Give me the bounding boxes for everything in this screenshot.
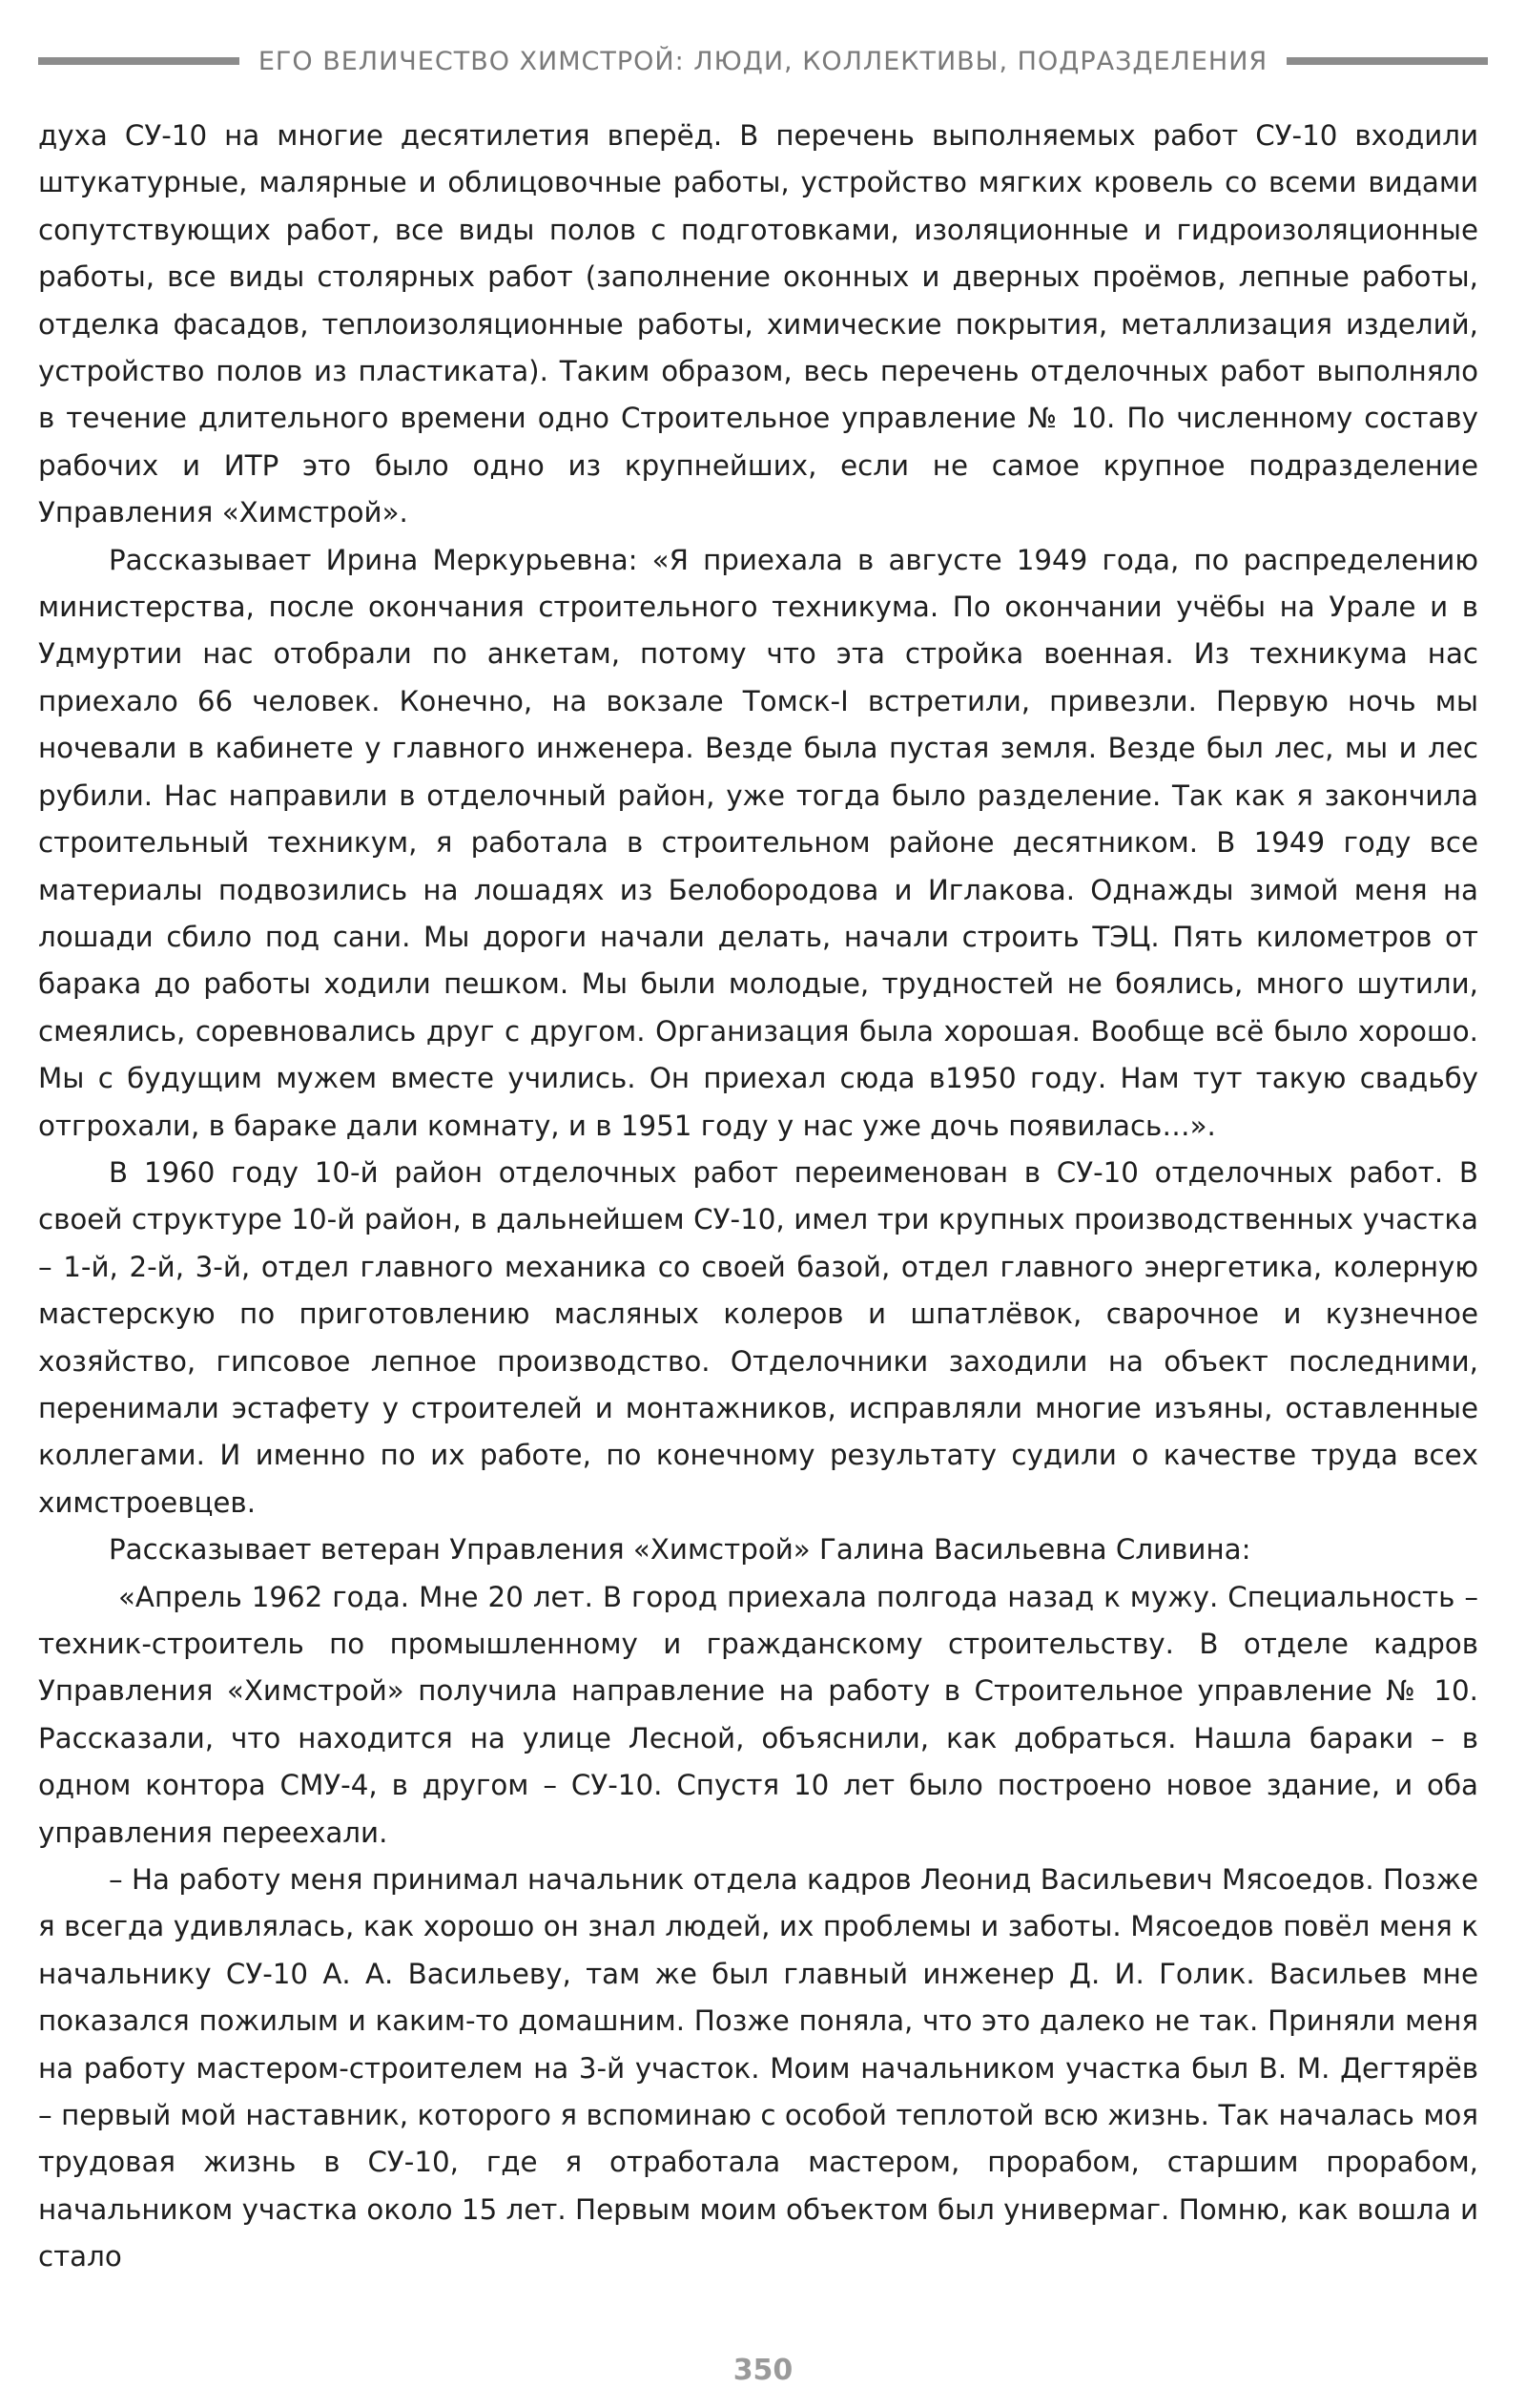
paragraph-slivina-continued: – На работу меня принимал начальник отдела кадров Леонид Васильевич Мясоедов. Позже я всегда удивлялась, как хорошо он знал людей, их проблемы и заботы. Мясоедов повёл меня к начальнику СУ-10 А. А. Васильеву, там же был главный инженер Д. И. Голик. Васильев мне показался пожилым и каким-то домашним. Позже поняла, что это далеко не так. Приняли меня на работу мастером-строителем на 3-й участок. Моим начальником участка был В. М. Дегтярёв – первый мой наставник, которого я вспоминаю с особой теплотой всю жизнь. Так началась моя трудовая жизнь в СУ-10, где я отработала мастером, прорабом, старшим прорабом, начальником участка около 15 лет. Первым моим объектом был универмаг. Помню, как вошла и стало: [38, 1863, 1478, 2273]
running-header: [38, 42, 1488, 80]
running-header-title: ЕГО ВЕЛИЧЕСТВО ХИМСТРОЙ: ЛЮДИ, КОЛЛЕКТИВЫ, ПОДРАЗДЕЛЕНИЯ: [258, 46, 1268, 76]
paragraph-slivina-quote: «Апрель 1962 года. Мне 20 лет. В город приехала полгода назад к мужу. Специальность – техник-строитель по промышленному и гражданскому строительству. В отделе кадров Управления «Химстрой» получила направление на работу в Строительное управление № 10. Рассказали, что находится на улице Лесной, объяснили, как добраться. Нашла бараки – в одном контора СМУ-4, в другом – СУ-10. Спустя 10 лет было построено новое здание, и оба управления переехали.: [38, 1580, 1478, 1849]
paragraph-continuation: духа СУ-10 на многие десятилетия вперёд. В перечень выполняемых работ СУ-10 входили штукатурные, малярные и облицовочные работы, устройство мягких кровель со всеми видами сопутствующих работ, все виды полов с подготовками, изоляционные и гидроизоляционные работы, все виды столярных работ (заполнение оконных и дверных проёмов, лепные работы, отделка фасадов, теплоизоляционные работы, химические покрытия, металлизация изделий, устройство полов из пластиката). Таким образом, весь перечень отделочных работ выполняло в течение длительного времени одно Строительное управление № 10. По численному составу рабочих и ИТР это было одно из крупнейших, если не самое крупное подразделение Управления «Химстрой».: [38, 119, 1478, 529]
paragraph-irina-quote: Рассказывает Ирина Меркурьевна: «Я приехала в августе 1949 года, по распределению министерства, после окончания строительного техникума. По окончании учёбы на Урале и в Удмуртии нас отобрали по анкетам, потому что эта стройка военная. Из техникума нас приехало 66 человек. Конечно, на вокзале Томск-I встретили, привезли. Первую ночь мы ночевали в кабинете у главного инженера. Везде была пустая земля. Везде был лес, мы и лес рубили. Нас направили в отделочный район, уже тогда было разделение. Так как я закончила строительный техникум, я работала в строительном районе десятником. В 1949 году все материалы подвозились на лошадях из Белобородова и Иглакова. Однажды зимой меня на лошади сбило под сани. Мы дороги начали делать, начали строить ТЭЦ. Пять километров от барака до работы ходили пешком. Мы были молодые, трудностей не боялись, много шутили, смеялись, соревновались друг с другом. Организация была хорошая. Вообще всё было хорошо. Мы с будущим мужем вместе учились. Он приехал сюда в1950 году. Нам тут такую свадьбу отгрохали, в бараке дали комнату, и в 1951 году у нас уже дочь появилась…».: [38, 543, 1478, 1142]
paragraph-su10-history: В 1960 году 10-й район отделочных работ переименован в СУ-10 отделочных работ. В своей структуре 10-й район, в дальнейшем СУ-10, имел три крупных производственных участка – 1-й, 2-й, 3-й, отдел главного механика со своей базой, отдел главного энергетика, колерную мастерскую по приготовлению масляных колеров и шпатлёвок, сварочное и кузнечное хозяйство, гипсовое лепное производство. Отделочники заходили на объект последними, перенимали эстафету у строителей и монтажников, исправляли многие изъяны, оставленные коллегами. И именно по их работе, по конечному результату судили о качестве труда всех химстроевцев.: [38, 1155, 1478, 1519]
header-rule-left: [38, 57, 239, 65]
page-number: 350: [732, 2354, 794, 2387]
body-text: [38, 113, 1478, 2281]
paragraph-slivina-intro: Рассказывает ветеран Управления «Химстрой» Галина Васильевна Сливина:: [109, 1533, 1251, 1567]
header-rule-right: [1287, 57, 1488, 65]
